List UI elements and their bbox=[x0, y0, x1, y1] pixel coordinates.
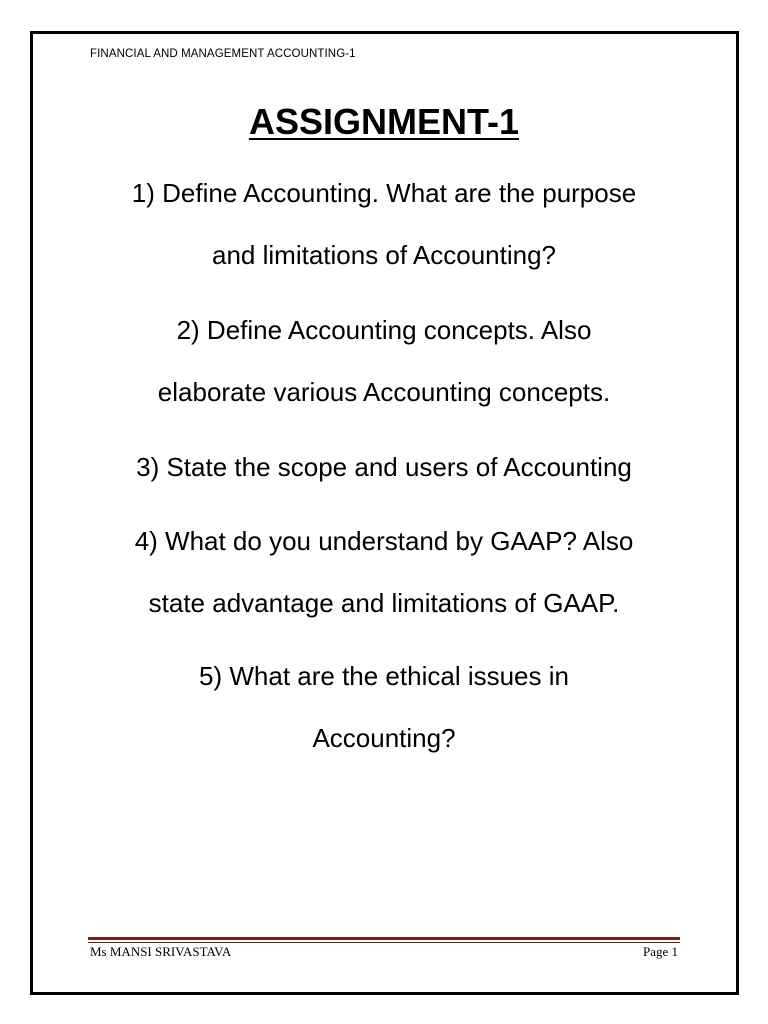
page-title-text: ASSIGNMENT-1 bbox=[248, 101, 520, 142]
question-1 bbox=[60, 162, 708, 286]
running-header: FINANCIAL AND MANAGEMENT ACCOUNTING-1 bbox=[90, 48, 356, 60]
question-4-line-2: state advantage and limitations of GAAP. bbox=[148, 588, 620, 618]
question-1-line-1: 1) Define Accounting. What are the purpose bbox=[131, 178, 637, 208]
question-2-line-1: 2) Define Accounting concepts. Also bbox=[176, 315, 592, 345]
question-2-line-2: elaborate various Accounting concepts. bbox=[157, 377, 611, 407]
footer-rule-thin bbox=[88, 942, 680, 943]
question-1-line-2: and limitations of Accounting? bbox=[212, 240, 556, 270]
footer-rule-thick bbox=[88, 937, 680, 940]
question-4-line-1: 4) What do you understand by GAAP? Also bbox=[134, 526, 634, 556]
footer-page-number: Page 1 bbox=[642, 944, 678, 959]
footer-author: Ms MANSI SRIVASTAVA bbox=[90, 944, 232, 959]
question-3 bbox=[60, 436, 708, 498]
question-5-line-1: 5) What are the ethical issues in bbox=[199, 661, 569, 691]
question-3-line-1: 3) State the scope and users of Accounting bbox=[136, 452, 632, 482]
question-5 bbox=[60, 645, 708, 769]
question-2 bbox=[60, 299, 708, 423]
question-5-line-2: Accounting? bbox=[312, 723, 456, 753]
page-title bbox=[0, 98, 768, 146]
question-4 bbox=[60, 510, 708, 634]
